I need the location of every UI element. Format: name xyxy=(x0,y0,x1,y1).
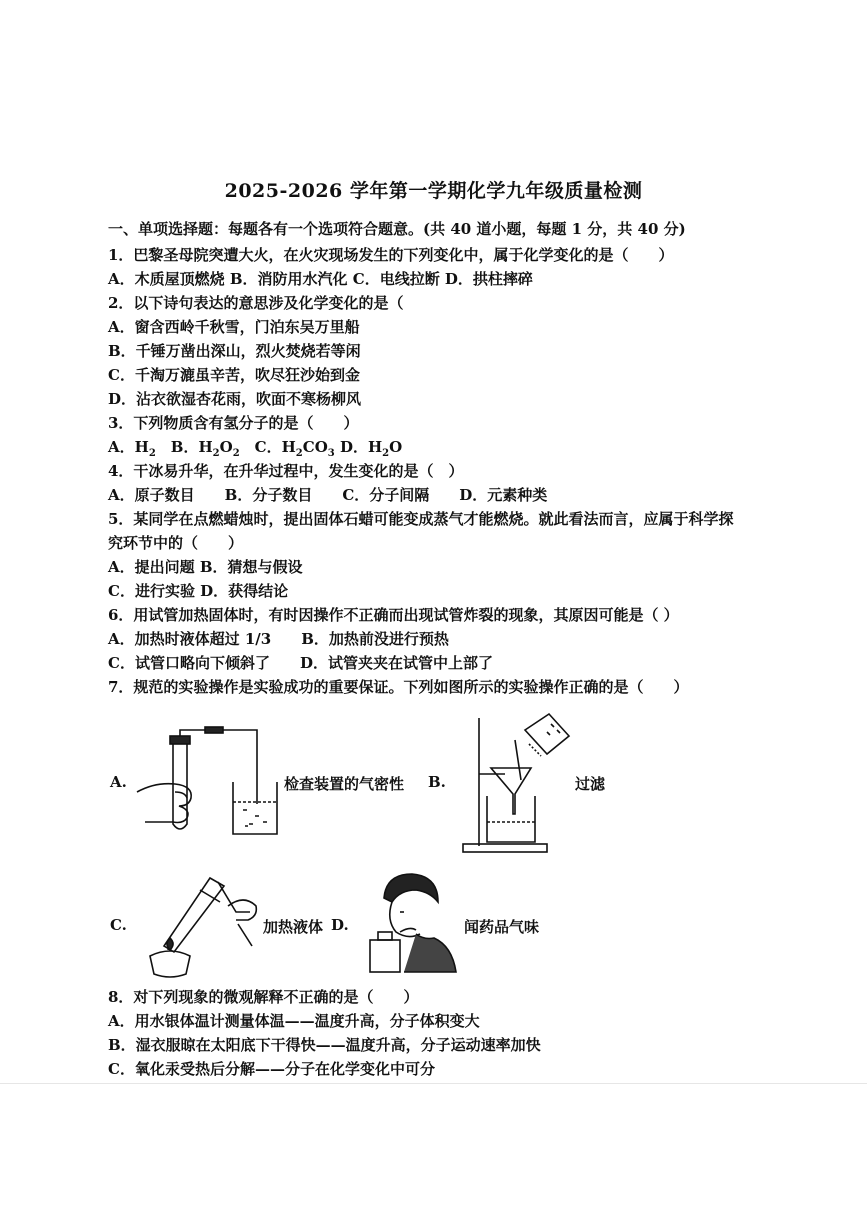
figure-b-caption: 过滤 xyxy=(575,775,606,793)
question-2-option-c: C．千淘万漉虽辛苦，吹尽狂沙始到金 xyxy=(108,366,360,384)
question-2-option-b: B．千锤万凿出深山，烈火焚烧若等闲 xyxy=(108,342,361,360)
figure-b-letter: B. xyxy=(428,773,446,791)
question-6-options-cd: C．试管口略向下倾斜了 D．试管夹夹在试管中上部了 xyxy=(108,654,493,672)
figure-a-caption: 检查装置的气密性 xyxy=(284,775,405,793)
question-8-stem: 8．对下列现象的微观解释不正确的是（ ） xyxy=(108,988,419,1006)
figure-c-caption: 加热液体 xyxy=(263,918,324,936)
question-4-options: A．原子数目 B．分子数目 C．分子间隔 D．元素种类 xyxy=(108,486,548,504)
question-1-stem: 1．巴黎圣母院突遭大火，在火灾现场发生的下列变化中，属于化学变化的是（ ） xyxy=(108,246,674,264)
question-6-options-ab: A．加热时液体超过 1/3 B．加热前没进行预热 xyxy=(108,630,449,648)
question-5-stem-line1: 5．某同学在点燃蜡烛时，提出固体石蜡可能变成蒸气才能燃烧。就此看法而言，应属于科学探 xyxy=(108,510,734,528)
question-8-option-a: A．用水银体温计测量体温——温度升高，分子体积变大 xyxy=(108,1012,480,1030)
figure-a-airtightness-check xyxy=(135,726,285,838)
figure-d-letter: D. xyxy=(331,916,349,934)
section-heading: 一、单项选择题：每题各有一个选项符合题意。(共 40 道小题，每题 1 分，共 40 分) xyxy=(108,220,686,238)
figure-b-filtration xyxy=(455,710,575,856)
question-2-stem: 2．以下诗句表达的意思涉及化学变化的是（ xyxy=(108,294,404,312)
question-1-options: A．木质屋顶燃烧 B．消防用水汽化 C．电线拉断 D．拱柱摔碎 xyxy=(108,270,533,288)
figure-c-heating-liquid xyxy=(140,872,262,982)
figure-d-caption: 闻药品气味 xyxy=(464,918,540,936)
question-2-option-a: A．窗含西岭千秋雪，门泊东吴万里船 xyxy=(108,318,360,336)
question-5-options-cd: C．进行实验 D．获得结论 xyxy=(108,582,289,600)
question-5-options-ab: A．提出问题 B．猜想与假设 xyxy=(108,558,303,576)
exam-title: 2025-2026 学年第一学期化学九年级质量检测 xyxy=(224,180,643,202)
figure-a-letter: A. xyxy=(110,773,127,791)
question-2-option-d: D．沾衣欲湿杏花雨，吹面不寒杨柳风 xyxy=(108,390,362,408)
question-4-stem: 4．干冰易升华，在升华过程中，发生变化的是（ ） xyxy=(108,462,464,480)
question-6-stem: 6．用试管加热固体时，有时因操作不正确而出现试管炸裂的现象，其原因可能是（ ） xyxy=(108,606,679,624)
figure-c-letter: C. xyxy=(110,916,127,934)
question-8-option-c: C．氧化汞受热后分解——分子在化学变化中可分 xyxy=(108,1060,435,1078)
question-3-stem: 3．下列物质含有氢分子的是（ ） xyxy=(108,414,359,432)
question-3-options: A．$H_2$ B．$H_2O_2$ C．$H_2CO_3$ D．$H_2O$ xyxy=(108,438,403,459)
question-5-stem-line2: 究环节中的（ ） xyxy=(108,534,244,552)
question-7-stem: 7．规范的实验操作是实验成功的重要保证。下列如图所示的实验操作正确的是（ ） xyxy=(108,678,689,696)
question-8-option-b: B．湿衣服晾在太阳底下干得快——温度升高，分子运动速率加快 xyxy=(108,1036,541,1054)
page-bottom-divider xyxy=(0,1083,867,1084)
figure-d-smelling-chemical xyxy=(364,868,459,976)
